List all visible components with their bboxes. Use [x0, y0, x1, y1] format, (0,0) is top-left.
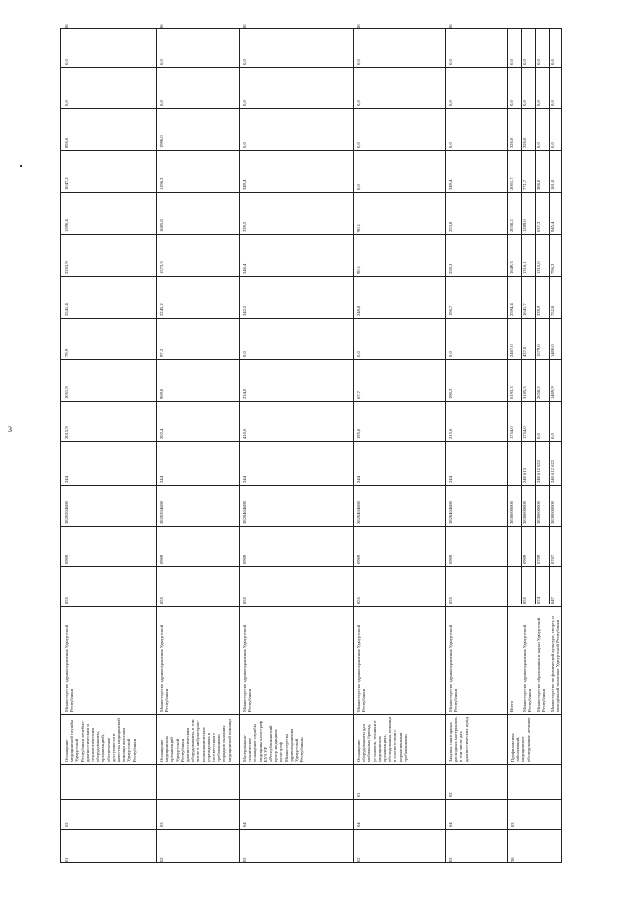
cell-v5: 346,4: [242, 263, 247, 274]
cell-exec: Всего: [509, 700, 514, 712]
cell-v5: 796,3: [550, 263, 555, 274]
cell-v8: 895,6: [64, 137, 69, 148]
cell-gr: 855: [522, 597, 527, 604]
cell-v9: 0,0: [550, 100, 555, 106]
cell-v4: 342,5: [242, 305, 247, 316]
cell-vr: 244: [242, 476, 247, 483]
cell-gr: 855: [356, 597, 361, 604]
row-divider: [61, 566, 561, 567]
cell-vr: 240 613: [522, 468, 527, 483]
cell-gr: 855: [159, 597, 164, 604]
cell-name: Оснащение оборудованием для мобильных бригад, установок, техники в медицинских организациях, обследования, помощи в соответствии с нормативными требованиями: [356, 717, 408, 762]
cell-gr: 855: [448, 597, 453, 604]
cell-v7: 2001,7: [509, 177, 514, 190]
cell-v6: 253,8: [448, 221, 453, 232]
cell-vr: 244: [356, 476, 361, 483]
cell-v5: 2263,9: [64, 261, 69, 274]
cell-cs: 3830000000: [550, 501, 555, 524]
cell-v1: 215,6: [448, 428, 453, 439]
cell-v7: 1047,2: [64, 177, 69, 190]
column-divider: [445, 29, 446, 862]
row-divider: [61, 526, 561, 527]
cell-v8: 1990,0: [159, 135, 164, 148]
cell-v6: 637,3: [536, 221, 541, 232]
row-divider: [61, 764, 561, 765]
cell-v5: 1315,0: [536, 261, 541, 274]
cell-c2: 02: [356, 857, 361, 862]
cell-c1: 38: [64, 24, 69, 29]
cell-v8: 0,0: [536, 142, 541, 148]
cell-v3: 0,0: [356, 351, 361, 357]
cell-name: Оснащение медицинских организаций Удмуртской Республики диагностическим оборудованием, в том числе в амбулаторно-поликлинических учреждениях в соответствии с требованиями порядков оказания медицинской помощи: [159, 719, 232, 762]
cell-v10: 0,0: [509, 59, 514, 65]
cell-v4: 2541,4: [64, 303, 69, 316]
cell-exec: Министерство здравоохранения Удмуртской Республики: [64, 624, 75, 712]
page-number: 3: [8, 425, 12, 434]
cell-c2: 03: [510, 822, 515, 827]
cell-rz: 0909: [448, 554, 453, 564]
cell-cs: 3820204680: [64, 501, 69, 524]
cell-v4: 248,8: [356, 305, 361, 316]
row-divider: [61, 829, 561, 830]
cell-c2: 01: [64, 857, 69, 862]
cell-vr: 244: [448, 476, 453, 483]
cell-v5: 250,3: [448, 263, 453, 274]
cell-cs: 3820404680: [356, 501, 361, 524]
cell-cs: 3830000000: [536, 501, 541, 524]
cell-v8: 0,0: [356, 142, 361, 148]
cell-name: Закупка санитарных расходных материалов, в том числе для диагностических нужд: [448, 716, 469, 762]
cell-v5: 1649,3: [509, 261, 514, 274]
cell-name: Оснащение медицинской службы Удмуртской Республики лечебно-диагностическим и технологическим оборудованием, организацией, обеспечение доступности и качества медицинской помощи жителям Удмуртской Республики: [64, 718, 137, 762]
cell-c4: 01: [356, 792, 361, 797]
cell-gr: 847: [550, 597, 555, 604]
scan-mark: [20, 165, 22, 167]
cell-vr: 240 612 622: [536, 460, 541, 483]
row-divider: [61, 276, 561, 277]
cell-exec: Министерство здравоохранения Удмуртской Республики: [448, 624, 459, 712]
cell-name: Материально-техническое оснащение службы медицины катастроф БУЗ УР «Республиканский центр медицины катастроф Министерства здравоохранения Удмуртской Республики»: [242, 720, 305, 762]
cell-v5: 1573,3: [159, 261, 164, 274]
cell-v2: 67,7: [356, 390, 361, 399]
cell-cs: 3820404680: [242, 501, 247, 524]
cell-v1: 1754,0: [522, 426, 527, 439]
cell-rz: 0709: [536, 554, 541, 564]
cell-v7: 349,4: [448, 179, 453, 190]
cell-v6: 1085,8: [159, 219, 164, 232]
cell-c3: 04: [356, 822, 361, 827]
cell-v4: 752,8: [550, 305, 555, 316]
cell-v10: 0,0: [242, 59, 247, 65]
cell-v8: 320,0: [509, 137, 514, 148]
cell-name: Профилактика заболеваний, медицинское обследование, лечение: [510, 717, 531, 762]
cell-v3: 1400,0: [550, 344, 555, 357]
cell-c1: 38: [510, 857, 515, 862]
cell-v1: 202,4: [159, 428, 164, 439]
cell-v2: 1409,9: [550, 386, 555, 399]
cell-v1: 195,0: [356, 428, 361, 439]
cell-c1: 38: [356, 24, 361, 29]
cell-v10: 0,0: [64, 59, 69, 65]
cell-exec: Министерство здравоохранения Удмуртской Республики: [159, 624, 170, 712]
cell-v7: 771,7: [522, 179, 527, 190]
cell-v6: 90,1: [356, 223, 361, 232]
cell-v7: 0,0: [356, 184, 361, 190]
cell-gr: 874: [536, 597, 541, 604]
cell-vr: 240 612 622: [550, 460, 555, 483]
cell-v4: 2594,4: [509, 303, 514, 316]
cell-v9: 0,0: [64, 100, 69, 106]
cell-v7: 1196,3: [159, 177, 164, 190]
cell-v1: 1754,0: [509, 426, 514, 439]
cell-v6: 339,5: [242, 221, 247, 232]
row-divider: [61, 67, 561, 68]
cell-v9: 0,0: [448, 100, 453, 106]
row-divider: [61, 714, 561, 715]
row-divider: [61, 441, 561, 442]
budget-table: [60, 24, 562, 863]
cell-v9: 0,0: [242, 100, 247, 106]
cell-exec: Министерство здравоохранения Удмуртской Республики: [242, 624, 253, 712]
cell-c1: 38: [159, 24, 164, 29]
cell-c3: 03: [159, 822, 164, 827]
cell-v2: 234,0: [242, 388, 247, 399]
cell-c1: 38: [242, 24, 247, 29]
cell-v2: 6193,3: [509, 386, 514, 399]
row-divider: [61, 606, 561, 607]
cell-v3: 437,0: [522, 346, 527, 357]
cell-v4: 1641,7: [522, 303, 527, 316]
cell-v7: 386,0: [536, 179, 541, 190]
cell-v6: 1590,4: [64, 219, 69, 232]
cell-v1: 2015,9: [64, 426, 69, 439]
cell-exec: Министерство по физической культуре, спорту и молодёжной политике Удмуртской Республики: [550, 616, 561, 712]
cell-v6: 1289,0: [522, 219, 527, 232]
cell-v10: 0,0: [159, 59, 164, 65]
cell-rz: 0909: [356, 554, 361, 564]
cell-v9: 0,0: [159, 100, 164, 106]
row-divider: [61, 192, 561, 193]
cell-cs: 3820404680: [448, 501, 453, 524]
column-divider: [507, 29, 508, 604]
cell-exec: Министерство здравоохранения Удмуртской Республики: [356, 624, 367, 712]
column-divider: [353, 29, 354, 862]
cell-v8: 0,0: [448, 142, 453, 148]
cell-v3: 0,0: [242, 351, 247, 357]
cell-v2: 969,0: [159, 388, 164, 399]
row-divider: [61, 359, 561, 360]
cell-v8: 320,0: [522, 137, 527, 148]
column-divider: [156, 29, 157, 862]
cell-cs: 3820204680: [159, 501, 164, 524]
cell-v9: 0,0: [509, 100, 514, 106]
cell-vr: 244: [159, 476, 164, 483]
cell-v3: 2467,0: [509, 344, 514, 357]
cell-c1: 38: [448, 24, 453, 29]
cell-v1: 0,0: [536, 433, 541, 439]
cell-v10: 0,0: [356, 59, 361, 65]
cell-v1: 410,6: [242, 428, 247, 439]
cell-c3: 04: [242, 822, 247, 827]
row-divider: [61, 401, 561, 402]
cell-v6: 945,4: [550, 221, 555, 232]
cell-v10: 0,0: [550, 59, 555, 65]
cell-v2: 190,3: [448, 388, 453, 399]
cell-cs: 3830000000: [509, 501, 514, 524]
cell-v1: 0,0: [550, 433, 555, 439]
column-divider: [239, 29, 240, 862]
cell-c4: 02: [448, 792, 453, 797]
row-divider: [61, 799, 561, 800]
cell-v5: 1316,1: [522, 261, 527, 274]
cell-v6: 2038,2: [509, 219, 514, 232]
cell-v10: 0,0: [536, 59, 541, 65]
cell-v10: 0,0: [448, 59, 453, 65]
cell-v2: 3185,5: [522, 386, 527, 399]
cell-v3: 1579,0: [536, 344, 541, 357]
cell-c2: 02: [448, 857, 453, 862]
cell-cs: 3830000000: [522, 501, 527, 524]
row-divider: [61, 108, 561, 109]
cell-v3: 0,0: [448, 351, 453, 357]
cell-rz: 0909: [522, 554, 527, 564]
cell-v4: 2245,2: [159, 303, 164, 316]
cell-v4: 339,9: [536, 305, 541, 316]
cell-v9: 0,0: [522, 100, 527, 106]
row-divider: [61, 485, 561, 486]
cell-rz: 0909: [159, 554, 164, 564]
row-divider: [61, 150, 561, 151]
cell-v5: 90,1: [356, 265, 361, 274]
cell-gr: 855: [64, 597, 69, 604]
cell-rz: 0909: [242, 554, 247, 564]
cell-c2: 02: [242, 857, 247, 862]
cell-v9: 0,0: [356, 100, 361, 106]
cell-v4: 196,7: [448, 305, 453, 316]
cell-exec: Министерство здравоохранения Удмуртской Республики: [522, 624, 533, 712]
cell-v7: 349,4: [242, 179, 247, 190]
cell-c3: 04: [448, 822, 453, 827]
cell-c3: 02: [64, 822, 69, 827]
cell-vr: 244: [64, 476, 69, 483]
cell-v9: 0,0: [536, 100, 541, 106]
row-divider: [61, 318, 561, 319]
cell-rz: 0909: [64, 554, 69, 564]
cell-v3: 79,9: [64, 348, 69, 357]
cell-c2: 02: [159, 857, 164, 862]
cell-v10: 0,0: [522, 59, 527, 65]
cell-gr: 855: [242, 597, 247, 604]
cell-v2: 2658,5: [536, 386, 541, 399]
cell-v8: 0,0: [242, 142, 247, 148]
cell-v2: 1051,9: [64, 386, 69, 399]
cell-rz: 0707: [550, 554, 555, 564]
cell-exec: Министерство образования и науки Удмуртской Республики: [536, 617, 547, 712]
cell-v7: 181,0: [550, 179, 555, 190]
cell-v3: 97,3: [159, 348, 164, 357]
row-divider: [61, 234, 561, 235]
cell-v8: 0,0: [550, 142, 555, 148]
